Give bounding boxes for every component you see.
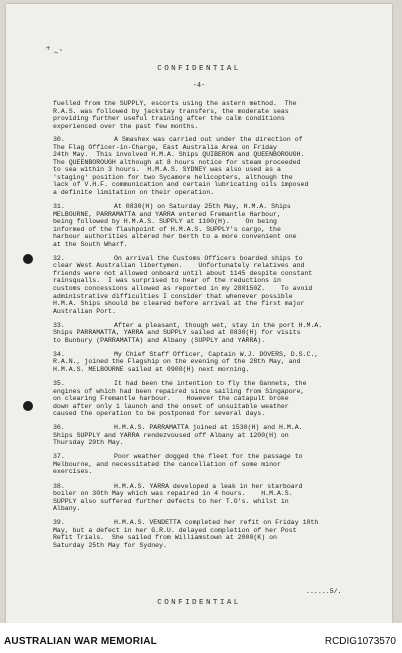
text-line: experienced over the past few months. (53, 122, 199, 130)
text-line: May, but a defect in her G.R.U. delayed completion of her Post (53, 526, 297, 534)
paragraph (53, 424, 373, 447)
paragraph (53, 203, 373, 248)
archive-id: RCDIG1073570 (324, 636, 396, 647)
document-page (6, 4, 392, 623)
text-line: being followed by H.M.A.S. SUPPLY at 1100(H). On being (53, 218, 277, 226)
paragraph-first-line (53, 351, 373, 359)
paragraph-number: 36. (53, 424, 65, 432)
text-line: friends were not allowed onboard until about 1145 despite constant (53, 269, 313, 277)
text-line: H.M.A.S. YARRA developed a leak in her starboard (114, 482, 303, 490)
text-line: Melbourne, and necessitated the cancellation of some minor (53, 460, 281, 468)
paragraph-first-line (53, 483, 373, 491)
text-line: SUPPLY also suffered further defects to her T.G's. whilst in (53, 497, 289, 505)
text-line: clear West Australian libertymen. Unfortunately relatives and (53, 262, 305, 270)
text-line: fuelled from the SUPPLY, escorts using the astern method. The (53, 100, 297, 107)
text-line: harbour authorities altered her berth to a more convenient one (53, 233, 297, 241)
text-line: boiler on 30th May which was repaired in 4 hours. H.M.A.S. (53, 490, 293, 498)
paragraph-first-line (53, 519, 373, 527)
text-line: customs concessions allowed as reported in my 280150Z. To avoid (53, 285, 313, 293)
paragraph (53, 519, 373, 549)
text-line: H.M.A.S. PARRAMATTA joined at 1530(H) and H.M.A. (114, 424, 303, 432)
punch-hole (23, 254, 33, 264)
text-line: caused the operation to be postponed for several days. (53, 410, 266, 418)
text-line: informed of the flashpoint of H.M.A.S. SUPPLY's cargo, the (53, 225, 281, 233)
text-line: Saturday 25th May for Sydney. (53, 541, 167, 549)
text-line: exercises. (53, 468, 93, 476)
text-line: H.M.A.S. VENDETTA completed her refit on Friday 10th (114, 519, 319, 527)
paragraph-number: 37. (53, 453, 65, 461)
confidential-header: CONFIDENTIAL (157, 65, 241, 73)
paragraph-number: 35. (53, 380, 65, 387)
paragraph-number: 39. (53, 519, 65, 527)
text-line: on clearing Fremantle harbour. However the catapult broke (53, 395, 289, 403)
paragraph-first-line (53, 255, 373, 263)
text-line: providing further useful training after the calm conditions (53, 115, 285, 123)
paragraph (53, 380, 373, 418)
text-line: to sea within 3 hours. H.M.A.S. SYDNEY was also used as a (53, 166, 281, 174)
paragraph-first-line (53, 322, 373, 330)
paragraph-first-line (53, 380, 373, 388)
paragraph-number: 38. (53, 482, 65, 490)
text-line: a definite limitation on their operation. (53, 189, 215, 197)
punch-hole (23, 401, 33, 411)
paragraph (53, 255, 373, 315)
text-line: On arrival the Customs Officers boarded ships to (114, 254, 303, 262)
text-line: at the South Wharf. (53, 240, 128, 248)
text-line: 24th May. This involved H.M.A. Ships QUIBERON and QUEENBOROUGH. (53, 151, 305, 159)
document-body (53, 100, 373, 556)
opening-paragraph (53, 100, 373, 130)
text-line: Australian Port. (53, 307, 116, 315)
paragraph-number: 34. (53, 350, 65, 358)
archive-name: AUSTRALIAN WAR MEMORIAL (4, 636, 157, 647)
paragraph-first-line (53, 424, 373, 432)
text-line: A Smashex was carried out under the direction of (114, 136, 303, 144)
text-line: R.A.S. was followed by jackstay transfers, the moderate seas (53, 107, 289, 115)
text-line: My Chief Staff Officer, Captain W.J. DOVERS, D.S.C., (114, 350, 319, 358)
text-line: to Bunbury (PARRAMATTA) and Albany (SUPPLY and YARRA). (53, 336, 266, 344)
text-line: Ships PARRAMATTA, YARRA and SUPPLY sailed at 0830(H) for visits (53, 329, 301, 337)
text-line: 'staging' position for two Sycamore helicopters, although the (53, 173, 293, 181)
text-line: After a pleasant, though wet, stay in the port H.M.A. (114, 321, 323, 329)
paragraph-number: 31. (53, 203, 65, 211)
continuation-marker: ......5/. (306, 588, 342, 595)
text-line: engines of which had been repaired since sailing from Singapore, (53, 387, 305, 395)
paragraph-first-line (53, 453, 373, 461)
text-line: The QUEENBOROUGH although at 8 hours notice for steam proceeded (53, 158, 301, 166)
text-line: down after only 1 launch and the onset of unsuitable weather (53, 402, 289, 410)
paragraph (53, 483, 373, 513)
text-line: H.M.A.S. MELBOURNE sailed at 0900(H) next morning. (53, 365, 250, 373)
paragraph (53, 322, 373, 345)
confidential-footer: CONFIDENTIAL (157, 599, 241, 607)
text-line: Albany. (53, 505, 81, 513)
text-line: Thursday 29th May. (53, 439, 124, 447)
text-line: At 0830(H) on Saturday 25th May, H.M.A. Ships (114, 203, 291, 211)
paragraph-first-line (53, 136, 373, 144)
text-line: lack of V.H.F. communication and certain lubricating oils imposed (53, 181, 309, 189)
text-line: administrative difficulties I consider that whenever possible (53, 292, 293, 300)
text-line: rainsqualls. I was surprised to hear of the reductions in (53, 277, 281, 285)
text-line: It had been the intention to fly the Gannets, the (114, 380, 307, 387)
paragraph-number: 33. (53, 321, 65, 329)
text-line: The Flag Officer-in-Charge, East Australia Area on Friday (53, 143, 277, 151)
paragraph (53, 136, 373, 196)
paragraph-number: 32. (53, 254, 65, 262)
page-number: -4- (192, 82, 206, 90)
paragraph-number: 30. (53, 136, 65, 144)
text-line: H.M.A. Ships should be cleared before arrival at the first major (53, 300, 305, 308)
paragraph (53, 453, 373, 476)
pencil-marks (44, 44, 66, 63)
text-line: Refit Trials. She sailed from Williamstown at 2000(K) on (53, 534, 277, 542)
paragraph (53, 351, 373, 374)
text-line: R.A.N., joined the Flagship on the evening of the 28th May, and (53, 358, 301, 366)
paragraph-first-line (53, 203, 373, 211)
text-line: MELBOURNE, PARRAMATTA and YARRA entered Fremantle Harbour, (53, 210, 281, 218)
archive-footer (0, 623, 402, 653)
text-line: Ships SUPPLY and YARRA rendezvoused off Albany at 1200(H) on (53, 431, 289, 439)
text-line: Poor weather dogged the fleet for the passage to (114, 453, 303, 461)
numbered-paragraphs (53, 136, 373, 549)
